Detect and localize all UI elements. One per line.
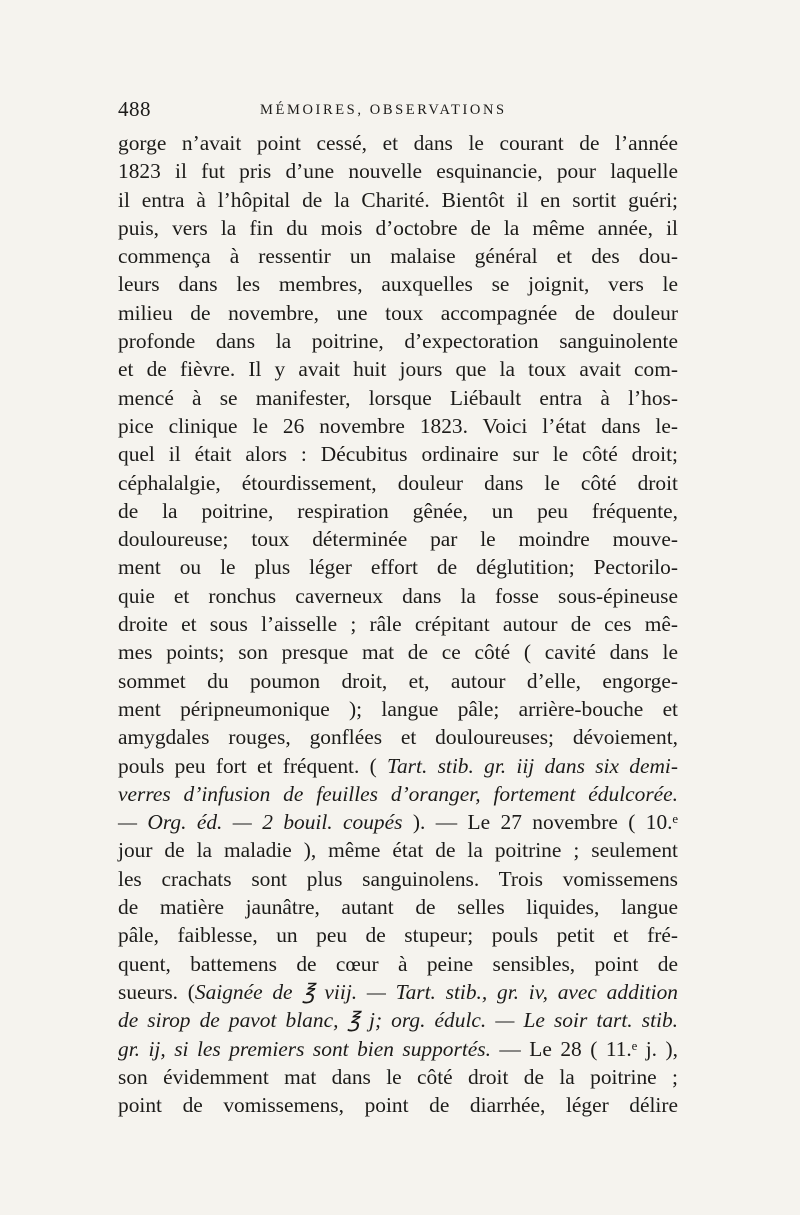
text-line: pâle, faiblesse, un peu de stupeur; pouls petit et fré- (118, 923, 678, 948)
text-line: quel il était alors : Décubitus ordinaire sur le côté droit; (118, 442, 678, 467)
text-line: mencé à se manifester, lorsque Liébault entra à l’hos- (118, 385, 678, 410)
text-line: ment ou le plus léger effort de déglutition; Pectorilo- (118, 555, 678, 580)
text-line: ment péripneumonique ); langue pâle; arrière-bouche et (118, 696, 678, 721)
text-line: les crachats sont plus sanguinolens. Trois vomissemens (118, 866, 678, 891)
text-line: commença à ressentir un malaise général et des dou- (118, 244, 678, 269)
text-line: point de vomissemens, point de diarrhée, léger délire (118, 1093, 678, 1118)
roman-segment: ). — Le 27 novembre ( 10.ᵉ (402, 810, 678, 835)
text-line: milieu de novembre, une toux accompagnée de douleur (118, 300, 678, 325)
text-line: douloureuse; toux déterminée par le moindre mouve- (118, 527, 678, 552)
roman-segment: sueurs. ( (118, 979, 195, 1004)
text-line (118, 752, 678, 780)
text-line: profonde dans la poitrine, d’expectoration sanguinolente (118, 329, 678, 354)
text-line: puis, vers la fin du mois d’octobre de la même année, il (118, 215, 678, 240)
running-title: MÉMOIRES, OBSERVATIONS (260, 102, 507, 118)
text-line: droite et sous l’aisselle ; râle crépitant autour de ces mê- (118, 612, 678, 637)
text-line: de matière jaunâtre, autant de selles liquides, langue (118, 895, 678, 920)
text-line: sommet du poumon droit, et, autour d’elle, engorge- (118, 668, 678, 693)
text-line: pice clinique le 26 novembre 1823. Voici l’état dans le- (118, 413, 678, 438)
text-line: quent, battemens de cœur à peine sensibles, point de (118, 951, 678, 976)
text-line (118, 978, 678, 1006)
text-line: verres d’infusion de feuilles d’oranger, fortement édulcorée. (118, 781, 678, 806)
text-line: leurs dans les membres, auxquelles se joignit, vers le (118, 272, 678, 297)
text-line: mes points; son presque mat de ce côté ( cavité dans le (118, 640, 678, 665)
text-line: 1823 il fut pris d’une nouvelle esquinancie, pour laquelle (118, 159, 678, 184)
text-line (118, 1035, 678, 1063)
text-line: il entra à l’hôpital de la Charité. Bientôt il en sortit guéri; (118, 187, 678, 212)
text-line: de la poitrine, respiration gênée, un peu fréquente, (118, 498, 678, 523)
text-line (118, 808, 678, 836)
text-line: de sirop de pavot blanc, ℥ j; org. édulc. — Le soir tart. stib. (118, 1008, 678, 1033)
italic-segment: Tart. stib. gr. iij dans six demi- (387, 753, 678, 778)
text-line: son évidemment mat dans le côté droit de la poitrine ; (118, 1064, 678, 1089)
text-line: amygdales rouges, gonflées et douloureuses; dévoiement, (118, 725, 678, 750)
text-line: gorge n’avait point cessé, et dans le courant de l’année (118, 131, 678, 155)
running-head (118, 96, 678, 126)
italic-segment: gr. ij, si les premiers sont bien supportés. (118, 1036, 491, 1061)
roman-segment: pouls peu fort et fréquent. ( (118, 753, 388, 778)
page-number: 488 (118, 97, 151, 121)
italic-segment: Saignée de ℥ viij. — Tart. stib., gr. iv, avec addition (194, 979, 678, 1004)
italic-segment: — Org. éd. — 2 bouil. coupés (118, 810, 403, 835)
text-line: quie et ronchus caverneux dans la fosse sous-épineuse (118, 583, 678, 608)
text-line: jour de la maladie ), même état de la poitrine ; seulement (118, 838, 678, 863)
text-line: céphalalgie, étourdissement, douleur dans le côté droit (118, 470, 678, 495)
text-line: et de fièvre. Il y avait huit jours que la toux avait com- (118, 357, 678, 382)
body-text (118, 129, 678, 1119)
roman-segment: — Le 28 ( 11.ᵉ j. ), (490, 1036, 678, 1061)
